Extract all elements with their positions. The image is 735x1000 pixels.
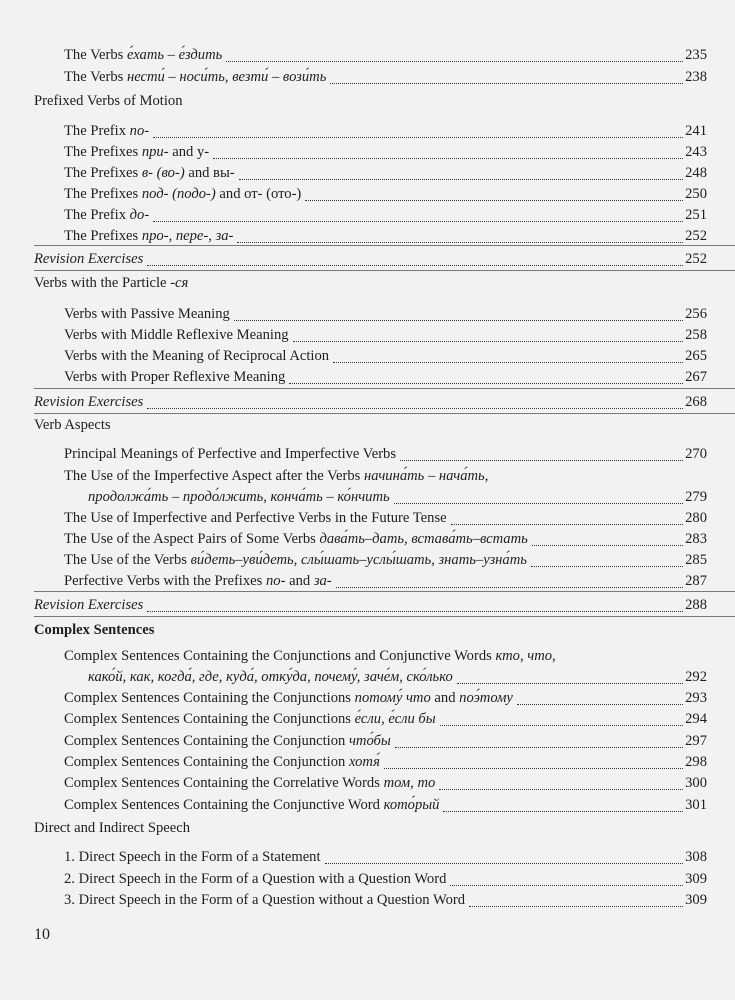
toc-entry[interactable]: Verbs with Middle Reflexive Meaning 258 — [64, 327, 707, 343]
toc-entry-continuation[interactable]: продолжа́ть – продо́лжить, конча́ть – ко́нчить 279 — [88, 489, 707, 505]
toc-entry[interactable]: Complex Sentences Containing the Conjunction хотя́ 298 — [64, 754, 707, 770]
toc-entry[interactable]: 1. Direct Speech in the Form of a Statement 308 — [64, 849, 707, 865]
toc-entry[interactable]: The Prefixes про-, пере-, за- 252 — [64, 228, 707, 244]
toc-entry-continuation[interactable]: како́й, как, когда́, где, куда́, отку́да, почему́, заче́м, ско́лько 292 — [88, 669, 707, 685]
section-heading: Direct and Indirect Speech — [34, 820, 190, 836]
toc-entry[interactable]: The Use of the Verbs ви́деть–уви́деть, слы́шать–услы́шать, знать–узна́ть 285 — [64, 552, 707, 568]
page-ref: 235 — [685, 47, 707, 63]
revision-exercises[interactable]: Revision Exercises 252 — [34, 251, 707, 267]
toc-entry[interactable]: Verbs with Proper Reflexive Meaning 267 — [64, 369, 707, 385]
toc-entry[interactable]: 2. Direct Speech in the Form of a Question with a Question Word 309 — [64, 871, 707, 887]
section-heading: Complex Sentences — [34, 622, 155, 638]
toc-entry[interactable]: The Verbs нести́ – носи́ть, везти́ – вози́ть 238 — [64, 69, 707, 85]
section-heading: Verbs with the Particle -ся — [34, 275, 189, 291]
section-heading: Verb Aspects — [34, 417, 111, 433]
toc-entry[interactable]: Complex Sentences Containing the Conjunctions потому́ что and поэ́тому 293 — [64, 690, 707, 706]
toc-entry[interactable]: The Prefixes под- (подо-) and от- (ото-) 250 — [64, 186, 707, 202]
toc-entry[interactable]: Verbs with the Meaning of Reciprocal Action 265 — [64, 348, 707, 364]
toc-entry-line[interactable]: Complex Sentences Containing the Conjunctions and Conjunctive Words кто, что, — [64, 648, 556, 664]
toc-entry[interactable]: The Prefixes при- and у- 243 — [64, 144, 707, 160]
section-heading: Prefixed Verbs of Motion — [34, 93, 183, 109]
toc-entry[interactable]: The Prefix до- 251 — [64, 207, 707, 223]
toc-entry[interactable]: Perfective Verbs with the Prefixes по- and за- 287 — [64, 573, 707, 589]
divider — [34, 270, 735, 271]
toc-entry[interactable]: The Prefix по- 241 — [64, 123, 707, 139]
toc-entry[interactable]: Principal Meanings of Perfective and Imperfective Verbs 270 — [64, 446, 707, 462]
toc-entry[interactable]: The Use of Imperfective and Perfective Verbs in the Future Tense 280 — [64, 510, 707, 526]
divider — [34, 591, 735, 592]
divider — [34, 388, 735, 389]
toc-entry[interactable]: The Prefixes в- (во-) and вы- 248 — [64, 165, 707, 181]
toc-entry[interactable]: Verbs with Passive Meaning 256 — [64, 306, 707, 322]
page-number: 10 — [34, 926, 50, 943]
toc-entry[interactable]: The Verbs е́хать – е́здить 235 — [0, 44, 735, 66]
revision-exercises[interactable]: Revision Exercises 268 — [34, 394, 707, 410]
toc-entry[interactable]: Complex Sentences Containing the Conjunctive Word кото́рый 301 — [64, 797, 707, 813]
revision-exercises[interactable]: Revision Exercises 288 — [34, 597, 707, 613]
toc-entry[interactable]: Complex Sentences Containing the Correlative Words том, то 300 — [64, 775, 707, 791]
toc-entry[interactable]: 3. Direct Speech in the Form of a Question without a Question Word 309 — [64, 892, 707, 908]
toc-entry[interactable]: Complex Sentences Containing the Conjunction что́бы 297 — [64, 733, 707, 749]
toc-entry[interactable]: Complex Sentences Containing the Conjunctions е́сли, е́сли бы 294 — [64, 711, 707, 727]
divider — [34, 245, 735, 246]
divider — [34, 616, 735, 617]
toc-entry[interactable]: The Use of the Aspect Pairs of Some Verbs дава́ть–дать, встава́ть–встать 283 — [64, 531, 707, 547]
toc-entry-line[interactable]: The Use of the Imperfective Aspect after the Verbs начина́ть – нача́ть, — [64, 468, 489, 484]
